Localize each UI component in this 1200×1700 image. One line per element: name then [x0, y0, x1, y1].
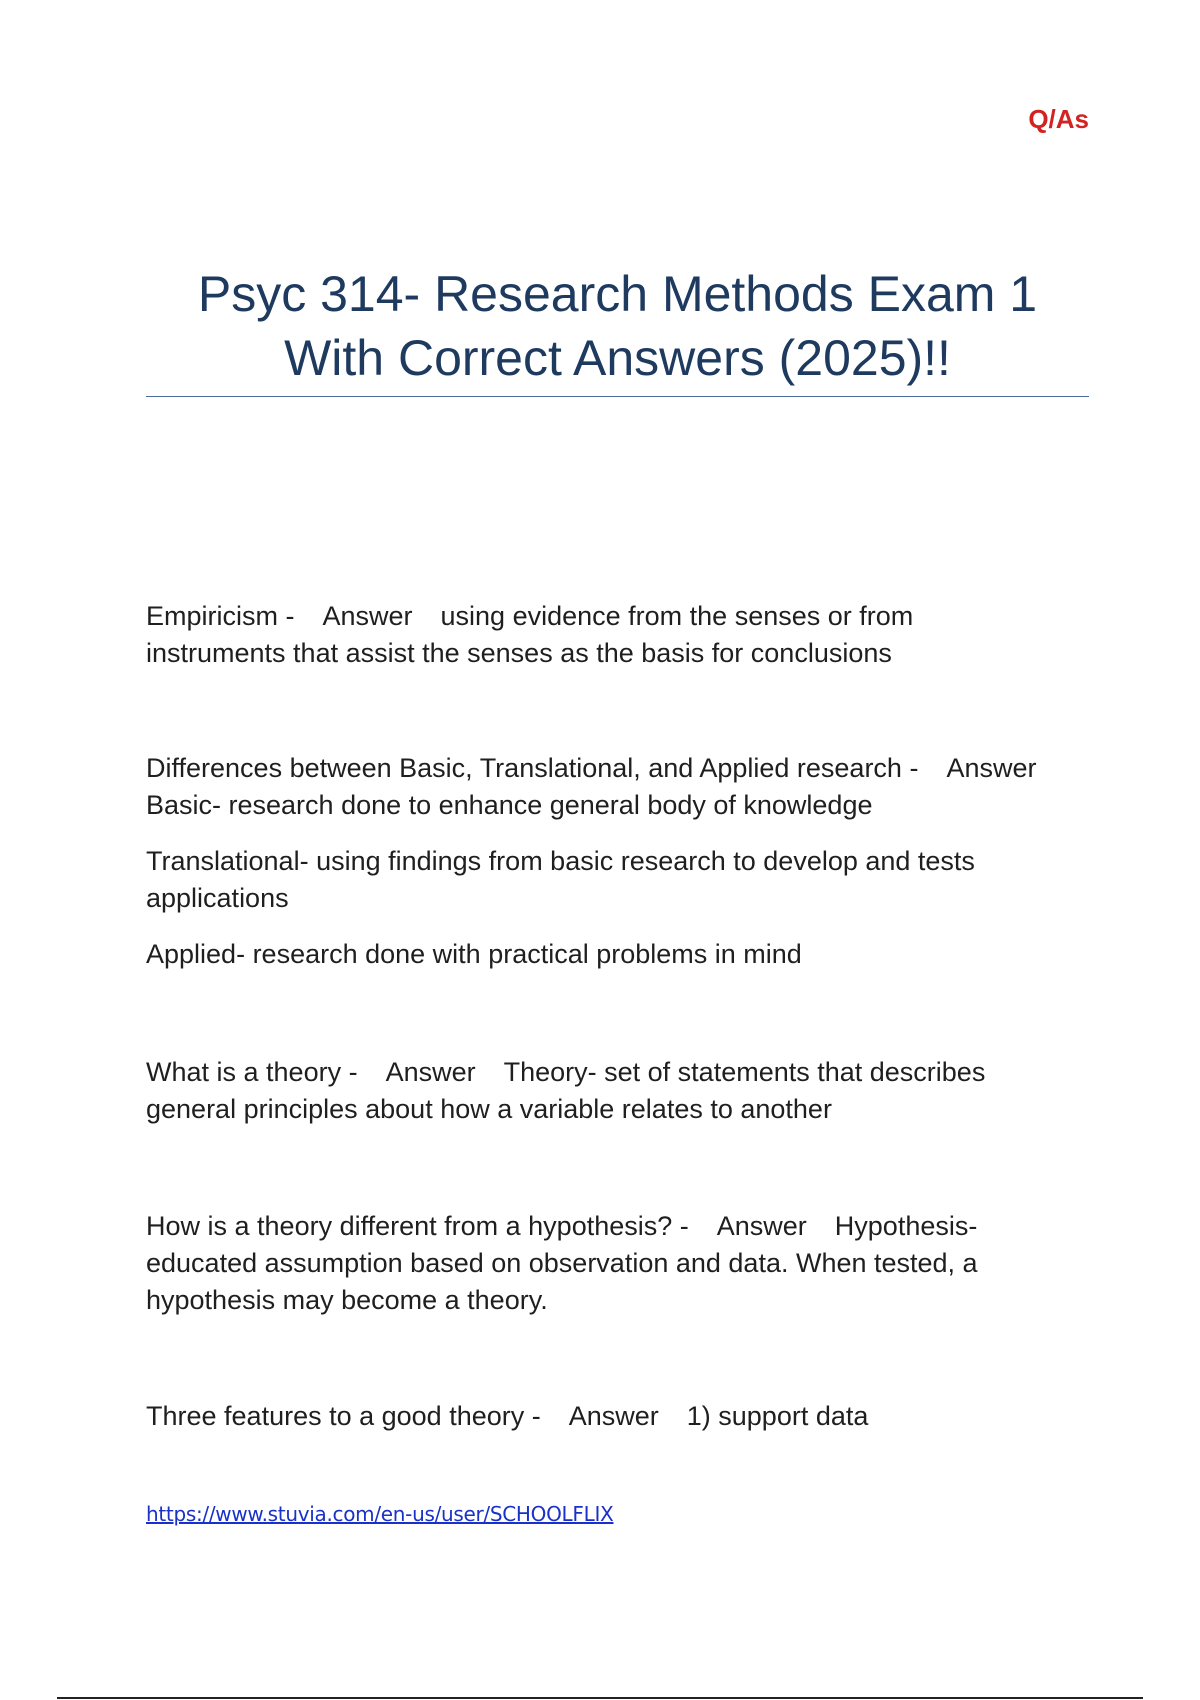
- answer-basic: Basic- research done to enhance general body of knowledge: [146, 790, 873, 820]
- qa-line: [146, 1398, 1096, 1435]
- qa-item-hypothesis: [146, 1208, 1096, 1319]
- qa-line: [146, 750, 1096, 787]
- answer-continuation: instruments that assist the senses as the basis for conclusions: [146, 638, 892, 668]
- qa-item-empiricism: [146, 598, 1096, 672]
- title-line-1: Psyc 314- Research Methods Exam 1: [197, 266, 1038, 322]
- answer-label: Answer: [946, 753, 1037, 783]
- answer-translational: Translational- using findings from basic research to develop and tests: [146, 846, 975, 876]
- question-text: How is a theory different from a hypothesis? -: [146, 1211, 689, 1241]
- qas-tag: Q/As: [1028, 104, 1089, 134]
- answer-continuation: general principles about how a variable relates to another: [146, 1094, 832, 1124]
- answer-label: Answer: [568, 1401, 659, 1431]
- answer-continuation: educated assumption based on observation and data. When tested, a: [146, 1248, 978, 1278]
- qa-item-good-theory: [146, 1398, 1096, 1435]
- qa-line: [146, 598, 1096, 635]
- answer-label: Answer: [322, 601, 413, 631]
- answer-continuation-2: hypothesis may become a theory.: [146, 1285, 548, 1315]
- answer-text: Hypothesis-: [834, 1211, 978, 1241]
- question-text: Three features to a good theory -: [146, 1401, 541, 1431]
- title-underline: [146, 396, 1089, 397]
- answer-translational-cont: applications: [146, 883, 289, 913]
- answer-label: Answer: [385, 1057, 476, 1087]
- question-text: Empiricism -: [146, 601, 295, 631]
- document-title: [146, 262, 1089, 400]
- source-link[interactable]: https://www.stuvia.com/en-us/user/SCHOOLFLIX: [146, 1502, 614, 1526]
- qa-item-research-types: [146, 750, 1096, 973]
- title-line-2: With Correct Answers (2025)!!: [284, 330, 951, 386]
- answer-applied: Applied- research done with practical problems in mind: [146, 939, 802, 969]
- qa-line: [146, 1208, 1096, 1245]
- answer-text: Theory- set of statements that describes: [503, 1057, 986, 1087]
- question-text: What is a theory -: [146, 1057, 358, 1087]
- page-bottom-rule: [57, 1697, 1143, 1699]
- answer-label: Answer: [716, 1211, 807, 1241]
- question-text: Differences between Basic, Translational, and Applied research -: [146, 753, 919, 783]
- qa-item-theory: [146, 1054, 1096, 1128]
- qa-line: [146, 1054, 1096, 1091]
- answer-text: 1) support data: [686, 1401, 869, 1431]
- answer-text: using evidence from the senses or from: [440, 601, 914, 631]
